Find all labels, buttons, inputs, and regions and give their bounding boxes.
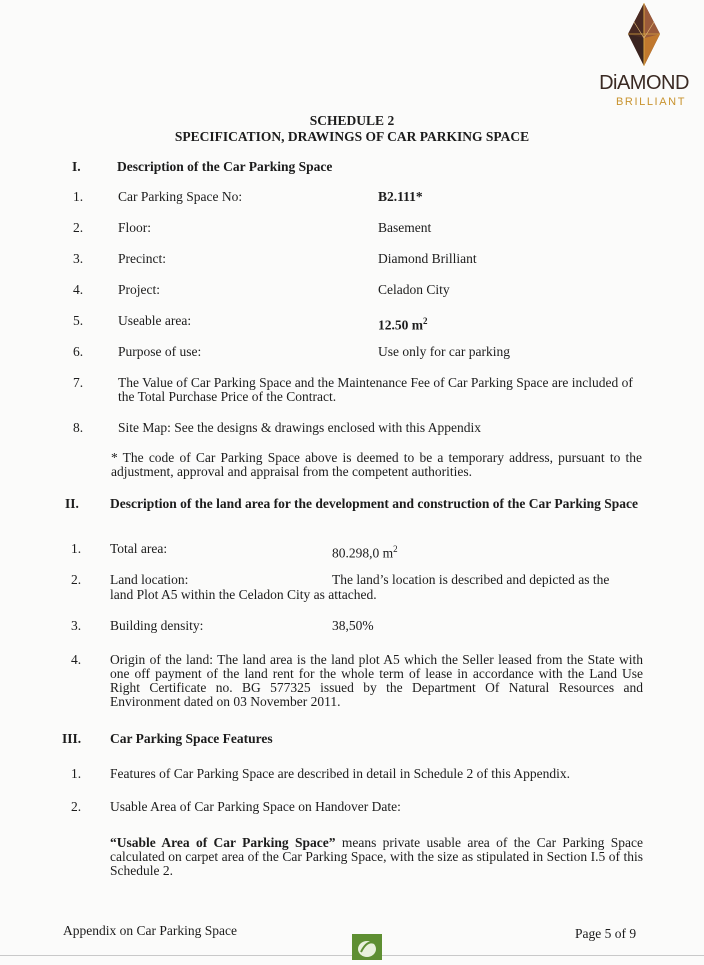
row-label: Useable area: xyxy=(118,313,192,328)
brand-tagline: BRILLIANT xyxy=(615,96,687,108)
useable-area-value: 12.50 $m^2$ xyxy=(378,316,428,333)
usable-area-clause: Usable Area of Car Parking Space on Handover Date: xyxy=(110,799,401,814)
schedule-title: SCHEDULE 2 xyxy=(309,113,395,128)
floor-value: Basement xyxy=(378,220,432,235)
precinct-value: Diamond Brilliant xyxy=(378,251,477,266)
section-3-roman: III. xyxy=(62,731,82,746)
row-number: 3. xyxy=(70,618,82,633)
row-label: Car Parking Space No: xyxy=(118,189,243,204)
section-2-roman: II. xyxy=(65,496,79,511)
row-number: 4. xyxy=(70,652,82,667)
row-label: Land location: xyxy=(110,572,189,587)
project-value: Celadon City xyxy=(378,282,450,297)
temporary-code-note: * The code of Car Parking Space above is deemed to be a temporary address, pursuant to the adjustment, approval and appraisal from the competent authorities. xyxy=(111,450,642,479)
total-area-value: 80.298,0 $m^2$ xyxy=(332,544,398,561)
section-1-heading: Description of the Car Parking Space xyxy=(117,159,333,174)
row-label: Total area: xyxy=(110,541,168,556)
usable-area-definition: “Usable Area of Car Parking Space” means private usable area of the Car Parking Space calculated on carpet area of the Car Parking Space, with the size as stipulated in Section I.5 of this Schedule 2. xyxy=(110,835,643,878)
building-density-value: 38,50% xyxy=(332,618,374,633)
row-number: 1. xyxy=(70,541,82,556)
row-number: 6. xyxy=(72,344,84,359)
diamond-gem-icon xyxy=(624,2,664,68)
features-clause: Features of Car Parking Space are described in detail in Schedule 2 of this Appendix. xyxy=(110,766,571,781)
schedule-subtitle: SPECIFICATION, DRAWINGS OF CAR PARKING SPACE xyxy=(174,129,530,144)
row-number: 4. xyxy=(72,282,84,297)
land-location-value-cont: land Plot A5 within the Celadon City as attached. xyxy=(110,587,377,602)
row-number: 1. xyxy=(70,766,82,781)
row-number: 7. xyxy=(72,375,84,390)
section-3-heading: Car Parking Space Features xyxy=(110,731,273,746)
site-map-clause: Site Map: See the designs & drawings enclosed with this Appendix xyxy=(118,420,481,435)
brand-name: DiAMOND xyxy=(599,72,689,94)
row-number: 2. xyxy=(72,220,84,235)
row-number: 3. xyxy=(72,251,84,266)
value-fee-clause: The Value of Car Parking Space and the Maintenance Fee of Car Parking Space are included of the Total Purchase Price of the Contract. xyxy=(118,375,633,404)
parking-space-number: B2.111* xyxy=(378,189,423,204)
brand-logo xyxy=(590,2,698,112)
leaf-logo-icon xyxy=(352,934,382,960)
section-1-roman: I. xyxy=(72,159,81,174)
land-origin-clause: Origin of the land: The land area is the land plot A5 which the Seller leased from the State with one off payment of the land rent for the whole term of lease in accordance with the Land Use Right Certificate no. BG 577325 issued by the Department Of Natural Resources and Environment dated on 03 November 2011. xyxy=(110,652,643,709)
row-label: Precinct: xyxy=(118,251,166,266)
celadon-footer-logo xyxy=(352,934,382,960)
row-number: 2. xyxy=(70,799,82,814)
row-label: Floor: xyxy=(118,220,152,235)
section-2-heading: Description of the land area for the development and construction of the Car Parking Space xyxy=(110,496,638,511)
page-number: Page 5 of 9 xyxy=(575,926,637,941)
row-label: Building density: xyxy=(110,618,204,633)
row-number: 1. xyxy=(72,189,84,204)
row-number: 8. xyxy=(72,420,84,435)
row-label: Purpose of use: xyxy=(118,344,202,359)
footer-left: Appendix on Car Parking Space xyxy=(63,923,237,938)
land-location-value: The land’s location is described and depicted as the xyxy=(332,572,610,587)
row-number: 2. xyxy=(70,572,82,587)
row-label: Project: xyxy=(118,282,160,297)
purpose-value: Use only for car parking xyxy=(378,344,510,359)
row-number: 5. xyxy=(72,313,84,328)
